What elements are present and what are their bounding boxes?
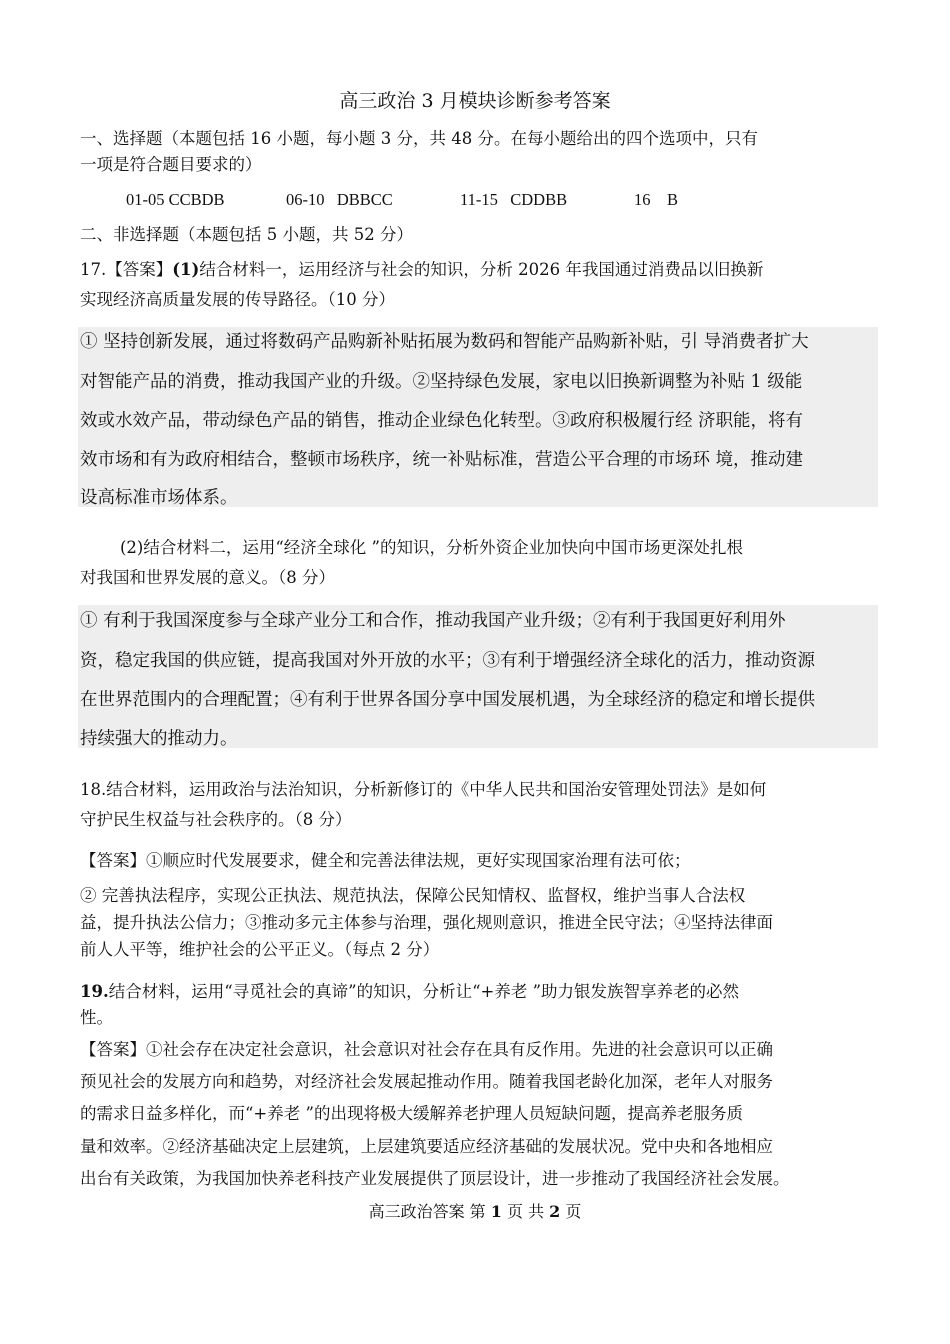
mc-range: 06-10: [286, 190, 325, 209]
q17-line2: 实现经济高质量发展的传导路径。（10 分）: [80, 290, 395, 309]
mc-range: 16: [634, 190, 651, 209]
q19-line1: [80, 981, 739, 1003]
q17-prefix: 17.【答案】: [80, 260, 173, 279]
section2-heading: 二、非选择题（本题包括 5 小题，共 52 分）: [80, 225, 413, 244]
footer-text: 高三政治答案 第: [368, 1202, 491, 1221]
q17-answer1-line: 设高标准市场体系。: [80, 488, 238, 508]
q17-answer1-line: 效市场和有为政府相结合，整顿市场秩序，统一补贴标准，营造公平合理的市场环 境，推动建: [80, 450, 804, 470]
section1-heading-line1: 一、选择题（本题包括 16 小题，每小题 3 分，共 48 分。在每小题给出的四个选项中，只有: [80, 129, 758, 148]
q19-answer-line: 预见社会的发展方向和趋势，对经济社会发展起推动作用。随着我国老龄化加深，老年人对服务: [80, 1072, 773, 1091]
q18-answer-line: 【答案】①顺应时代发展要求，健全和完善法律法规，更好实现国家治理有法可依；: [80, 851, 691, 870]
q18-answer-line: 益，提升执法公信力；③推动多元主体参与治理，强化规则意识，推进全民守法；④坚持法律面: [80, 913, 773, 932]
footer-page-number: 1: [490, 1202, 502, 1221]
q17-answer1-line: 对智能产品的消费，推动我国产业的升级。②坚持绿色发展，家电以旧换新调整为补贴 1 级能: [80, 372, 803, 392]
q18-line1: 18.结合材料，运用政治与法治知识，分析新修订的《中华人民共和国治安管理处罚法》是如何: [80, 780, 767, 799]
footer-total-pages: 2: [549, 1202, 561, 1221]
page-footer: [0, 1199, 950, 1222]
q19-answer-line: 出台有关政策，为我国加快养老科技产业发展提供了顶层设计，进一步推动了我国经济社会发展。: [80, 1169, 790, 1188]
mc-answer-group-1: [126, 190, 225, 210]
q17-answer2-line: 持续强大的推动力。: [80, 729, 238, 749]
q19-number: 19.: [80, 982, 109, 1001]
q17-part2-line1: (2)结合材料二，运用“经济全球化 ”的知识，分析外资企业加快向中国市场更深处扎根: [120, 538, 743, 557]
mc-answer: CDDBB: [510, 190, 568, 209]
mc-answer: B: [667, 190, 679, 209]
q17-part2-line2: 对我国和世界发展的意义。（8 分）: [80, 568, 335, 587]
q17-answer2-line: 在世界范围内的合理配置；④有利于世界各国分享中国发展机遇，为全球经济的稳定和增长提供: [80, 690, 815, 710]
q19-answer-line: 量和效率。②经济基础决定上层建筑，上层建筑要适应经济基础的发展状况。党中央和各地相应: [80, 1137, 773, 1156]
q18-line2: 守护民生权益与社会秩序的。（8 分）: [80, 810, 352, 829]
q17-line1: [80, 259, 763, 281]
mc-range: 01-05: [126, 190, 165, 209]
q17-line1-text: 结合材料一，运用经济与社会的知识，分析 2026 年我国通过消费品以旧换新: [199, 260, 764, 279]
page-title: 高三政治 3 月模块诊断参考答案: [339, 90, 611, 112]
q17-answer2-line: 资，稳定我国的供应链，提高我国对外开放的水平；③有利于增强经济全球化的活力，推动资源: [80, 651, 815, 671]
footer-text: 页 共: [501, 1202, 550, 1221]
q19-line1-text: 结合材料，运用“寻觅社会的真谛”的知识，分析让“+养老 ”助力银发族智享养老的必然: [108, 982, 740, 1001]
q19-answer-line: 【答案】①社会存在决定社会意识，社会意识对社会存在具有反作用。先进的社会意识可以正确: [80, 1040, 773, 1059]
footer-text: 页: [560, 1202, 582, 1221]
section1-heading-line2: 一项是符合题目要求的）: [80, 155, 262, 174]
mc-answer: CCBDB: [168, 190, 225, 209]
mc-range: 11-15: [460, 190, 498, 209]
mc-answer-group-2: [286, 190, 393, 210]
q17-part1-label: (1): [172, 260, 200, 279]
q18-answer-line: ② 完善执法程序，实现公正执法、规范执法，保障公民知情权、监督权，维护当事人合法权: [80, 886, 746, 905]
q18-answer-line: 前人人平等，维护社会的公平正义。（每点 2 分）: [80, 940, 440, 959]
q17-answer1-line: 效或水效产品，带动绿色产品的销售，推动企业绿色化转型。③政府积极履行经 济职能，将有: [80, 411, 804, 431]
mc-answer: DBBCC: [336, 190, 393, 209]
q17-answer1-line: ① 坚持创新发展，通过将数码产品购新补贴拓展为数码和智能产品购新补贴，引 导消费者扩大: [80, 332, 809, 352]
mc-answer-group-3: [460, 190, 567, 210]
q19-line2: 性。: [80, 1008, 113, 1027]
q17-answer2-line: ① 有利于我国深度参与全球产业分工和合作，推动我国产业升级；②有利于我国更好利用外: [80, 611, 786, 631]
q19-answer-line: 的需求日益多样化，而“+养老 ”的出现将极大缓解养老护理人员短缺问题，提高养老服务质: [80, 1104, 743, 1123]
mc-answer-group-4: [634, 190, 678, 210]
